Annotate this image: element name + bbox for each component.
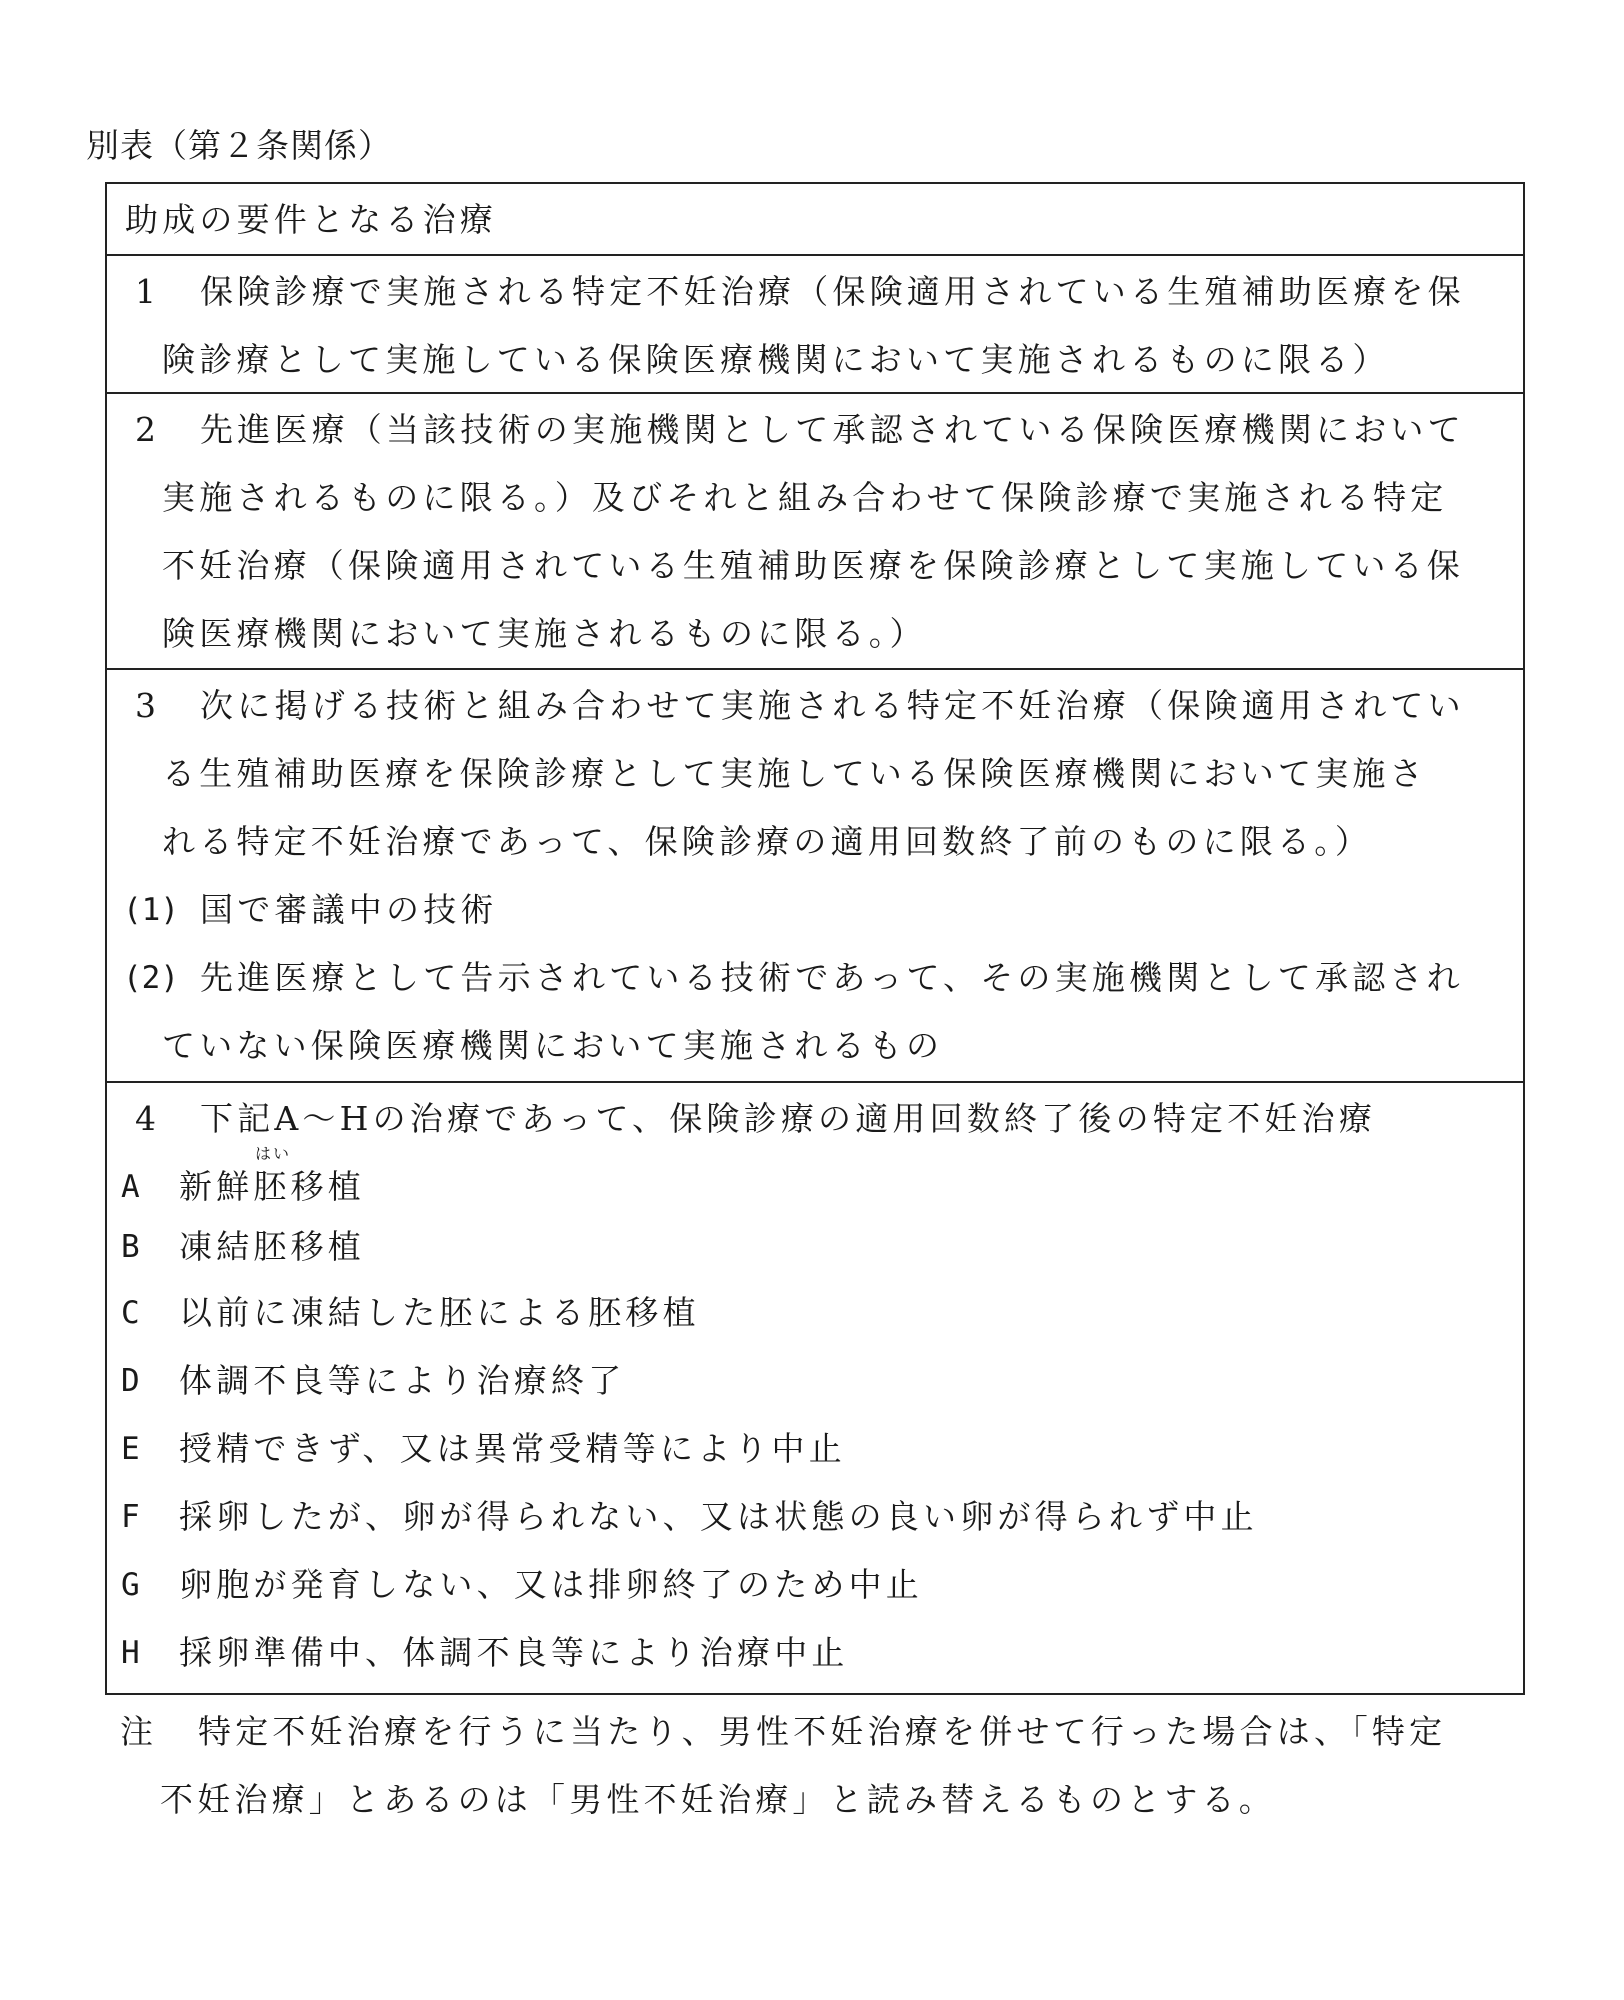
- treatment-text-c: 以前に凍結した胚による胚移植: [179, 1293, 700, 1332]
- item2-line-1: 先進医療（当該技術の実施機関として承認されている保険医療機関において: [200, 410, 1465, 449]
- item-number-2: 2: [135, 410, 156, 449]
- treatment-letter-b: B: [121, 1229, 140, 1265]
- item3-line-2: る生殖補助医療を保険診療として実施している保険医療機関において実施さ: [162, 754, 1427, 793]
- item4-line-1: 下記A～Hの治療であって、保険診療の適用回数終了後の特定不妊治療: [200, 1099, 1377, 1138]
- table-header: 助成の要件となる治療: [125, 200, 497, 239]
- item3-line-1: 次に掲げる技術と組み合わせて実施される特定不妊治療（保険適用されてい: [200, 686, 1465, 725]
- requirements-table: [105, 182, 1525, 1695]
- treatment-text-a: 新鮮胚移植: [179, 1167, 365, 1206]
- sub-item-2-line-1: 先進医療として告示されている技術であって、その実施機関として承認され: [200, 958, 1464, 997]
- table-row-4: [107, 1083, 1523, 1693]
- treatment-letter-a: A: [121, 1169, 140, 1205]
- item3-line-3: れる特定不妊治療であって、保険診療の適用回数終了前のものに限る。）: [162, 822, 1373, 861]
- treatment-letter-h: H: [121, 1635, 140, 1671]
- item-number-3: 3: [135, 686, 156, 725]
- item1-line-1: 保険診療で実施される特定不妊治療（保険適用されている生殖補助医療を保: [200, 272, 1465, 311]
- treatment-text-h: 採卵準備中、体調不良等により治療中止: [179, 1633, 849, 1672]
- treatment-letter-c: C: [121, 1295, 140, 1331]
- treatment-text-g: 卵胞が発育しない、又は排卵終了のため中止: [179, 1565, 923, 1604]
- treatment-letter-d: D: [121, 1363, 140, 1399]
- treatment-text-e: 授精できず、又は異常受精等により中止: [179, 1429, 846, 1468]
- table-row-2: [107, 394, 1523, 670]
- table-row-3: [107, 670, 1523, 1083]
- item2-line-4: 険医療機関において実施されるものに限る。）: [162, 614, 927, 653]
- ruby-annotation: はい: [255, 1144, 292, 1163]
- sub-item-2-line-2: ていない保険医療機関において実施されるもの: [162, 1026, 944, 1065]
- treatment-letter-g: G: [121, 1567, 140, 1603]
- treatment-text-b: 凍結胚移植: [179, 1227, 365, 1266]
- item-number-4: 4: [135, 1099, 156, 1138]
- sub-item-label-1: (1): [123, 892, 179, 928]
- note-label: 注: [120, 1712, 153, 1751]
- item-number-1: 1: [135, 272, 156, 311]
- treatment-letter-f: F: [121, 1499, 140, 1535]
- item2-line-2: 実施されるものに限る。）及びそれと組み合わせて保険診療で実施される特定: [162, 478, 1448, 517]
- treatment-text-f: 採卵したが、卵が得られない、又は状態の良い卵が得られず中止: [179, 1497, 1258, 1536]
- treatment-letter-e: E: [121, 1431, 140, 1467]
- note-line-2: 不妊治療」とあるのは「男性不妊治療」と読み替えるものとする。: [160, 1780, 1276, 1819]
- note-line-1: 特定不妊治療を行うに当たり、男性不妊治療を併せて行った場合は、「特定: [198, 1712, 1447, 1751]
- item2-line-3: 不妊治療（保険適用されている生殖補助医療を保険診療として実施している保: [162, 546, 1464, 585]
- page-title: 別表（第２条関係）: [86, 126, 392, 165]
- item1-line-2: 険診療として実施している保険医療機関において実施されるものに限る）: [162, 340, 1390, 379]
- table-row-1: [107, 256, 1523, 394]
- sub-item-1-text: 国で審議中の技術: [200, 890, 498, 929]
- treatment-text-d: 体調不良等により治療終了: [179, 1361, 626, 1400]
- table-header-row: [107, 184, 1523, 256]
- sub-item-label-2: (2): [123, 960, 179, 996]
